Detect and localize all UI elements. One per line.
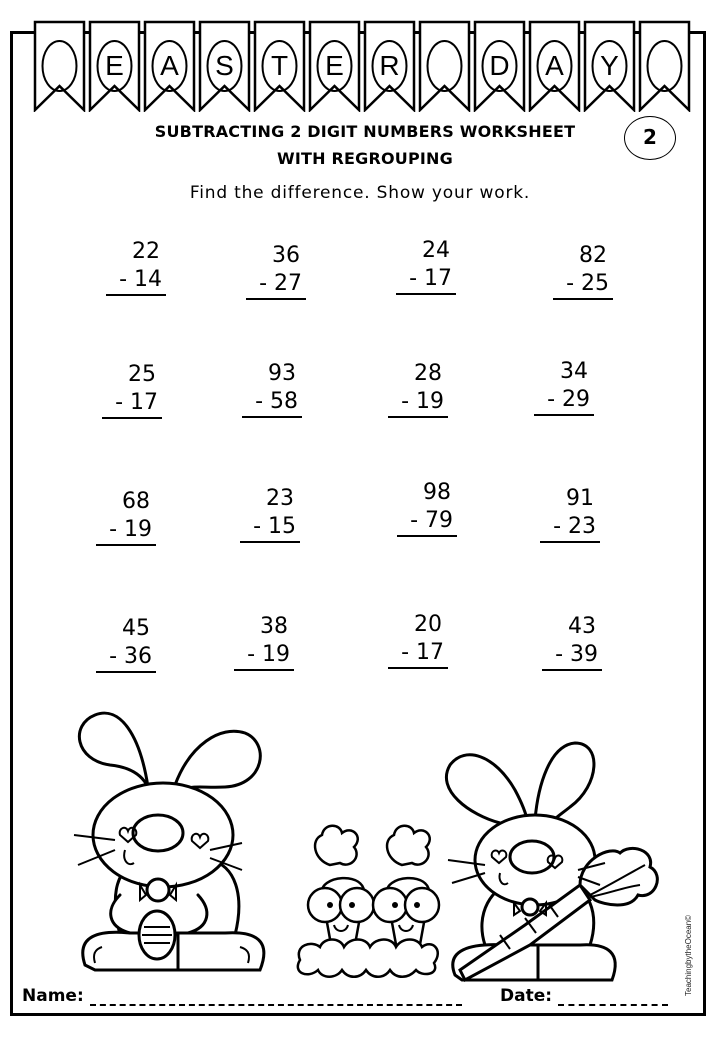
- minuend: 28: [414, 361, 442, 386]
- problem[interactable]: [534, 358, 594, 416]
- problem[interactable]: [553, 242, 613, 300]
- name-label: Name:: [22, 986, 84, 1006]
- banner-letter: S: [215, 50, 234, 81]
- banner-letter: E: [325, 50, 344, 81]
- minuend: 93: [268, 361, 296, 386]
- bunny-with-egg-illustration: [60, 695, 300, 985]
- instructions: Find the difference. Show your work.: [189, 183, 531, 203]
- bunny-with-carrot-illustration: [440, 735, 700, 985]
- subtrahend: - 17: [388, 639, 448, 669]
- banner-flag: [33, 20, 86, 112]
- name-field[interactable]: [22, 986, 462, 1006]
- problem[interactable]: [388, 611, 448, 669]
- problem[interactable]: [234, 613, 294, 671]
- banner-letter: D: [489, 50, 510, 81]
- subtrahend: - 15: [240, 513, 300, 543]
- minuend: 38: [260, 614, 288, 639]
- banner-letter: A: [545, 50, 564, 81]
- banner-letter: E: [105, 50, 124, 81]
- banner-flag: [143, 20, 196, 112]
- subtrahend: - 25: [553, 270, 613, 300]
- subtrahend: - 17: [102, 389, 162, 419]
- banner-letter: Y: [600, 50, 619, 81]
- easter-day-banner: [33, 20, 693, 112]
- problem[interactable]: [96, 488, 156, 546]
- banner-flag: [198, 20, 251, 112]
- problem[interactable]: [540, 485, 600, 543]
- date-label: Date:: [500, 986, 553, 1006]
- subtrahend: - 14: [106, 266, 166, 296]
- problem[interactable]: [102, 361, 162, 419]
- minuend: 20: [414, 612, 442, 637]
- banner-flag: [418, 20, 471, 112]
- banner-letter: T: [270, 50, 289, 81]
- problem[interactable]: [396, 237, 456, 295]
- banner-flag: [363, 20, 416, 112]
- minuend: 82: [579, 243, 607, 268]
- problem[interactable]: [388, 360, 448, 418]
- date-blank-line[interactable]: [558, 990, 668, 1006]
- subtrahend: - 39: [542, 641, 602, 671]
- banner-flag: [528, 20, 581, 112]
- minuend: 68: [122, 489, 150, 514]
- minuend: 36: [272, 243, 300, 268]
- worksheet-number-badge: 2: [624, 116, 676, 160]
- problem[interactable]: [240, 485, 300, 543]
- problem[interactable]: [246, 242, 306, 300]
- minuend: 98: [423, 480, 451, 505]
- carrots-illustration: [292, 815, 442, 980]
- date-field[interactable]: [500, 986, 668, 1006]
- minuend: 25: [128, 362, 156, 387]
- subtrahend: - 19: [234, 641, 294, 671]
- minuend: 22: [132, 239, 160, 264]
- minuend: 24: [422, 238, 450, 263]
- minuend: 91: [566, 486, 594, 511]
- name-blank-line[interactable]: [90, 990, 462, 1006]
- banner-flag: [88, 20, 141, 112]
- problem[interactable]: [106, 238, 166, 296]
- title-line-1: SUBTRACTING 2 DIGIT NUMBERS WORKSHEET: [154, 122, 576, 141]
- problem[interactable]: [397, 479, 457, 537]
- minuend: 34: [560, 359, 588, 384]
- banner-flag: [308, 20, 361, 112]
- minuend: 23: [266, 486, 294, 511]
- subtrahend: - 58: [242, 388, 302, 418]
- title-line-2: WITH REGROUPING: [277, 149, 453, 168]
- subtrahend: - 79: [397, 507, 457, 537]
- minuend: 45: [122, 616, 150, 641]
- subtrahend: - 29: [534, 386, 594, 416]
- banner-flag: [473, 20, 526, 112]
- banner-letter: R: [379, 50, 400, 81]
- subtrahend: - 19: [96, 516, 156, 546]
- subtrahend: - 17: [396, 265, 456, 295]
- minuend: 43: [568, 614, 596, 639]
- subtrahend: - 23: [540, 513, 600, 543]
- banner-flag: [583, 20, 636, 112]
- banner-flag: [638, 20, 691, 112]
- subtrahend: - 36: [96, 643, 156, 673]
- banner-letter: A: [160, 50, 179, 81]
- banner-flag: [253, 20, 306, 112]
- copyright-credit: TeachingbytheOcean©: [684, 914, 693, 996]
- problem[interactable]: [242, 360, 302, 418]
- problem[interactable]: [96, 615, 156, 673]
- subtrahend: - 27: [246, 270, 306, 300]
- worksheet-title: [100, 118, 630, 172]
- subtrahend: - 19: [388, 388, 448, 418]
- problem[interactable]: [542, 613, 602, 671]
